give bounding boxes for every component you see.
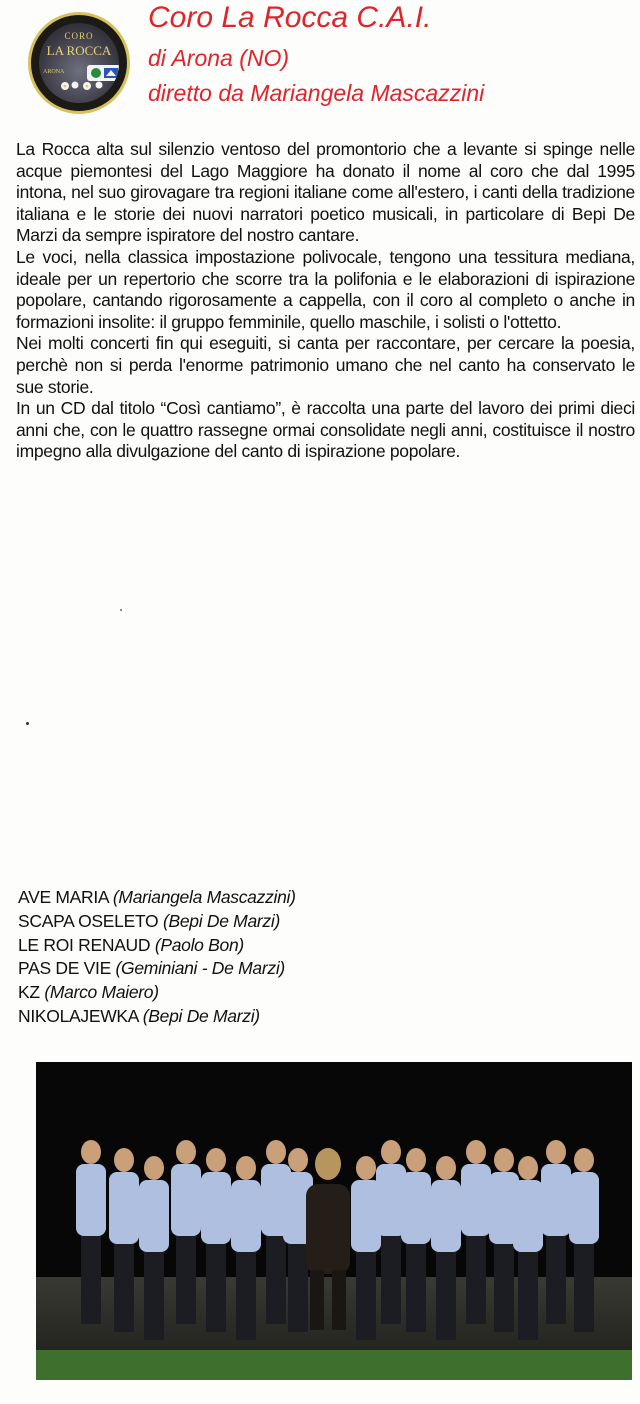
logo-main-text: LA ROCCA <box>46 43 112 58</box>
logo-top-text: CORO <box>64 31 94 41</box>
page-title: Coro La Rocca C.A.I. <box>148 1 432 34</box>
subtitle-location: di Arona (NO) <box>148 45 290 71</box>
paragraph: Nei molti concerti fin qui eseguiti, si canta per raccontare, per cercare la poesia, perchè non si perda l'enorme patrimonio umano che nel canto ha conservato le sue storie. <box>16 333 635 397</box>
program-item <box>18 934 296 958</box>
program-list <box>18 886 296 1029</box>
choir-description <box>16 139 635 463</box>
program-item <box>18 981 296 1005</box>
scan-speck <box>26 722 29 725</box>
song-title: AVE MARIA <box>18 887 109 907</box>
song-title: PAS DE VIE <box>18 958 111 979</box>
program-item <box>18 1005 296 1029</box>
logo-emblem <box>39 23 119 103</box>
scan-speck <box>120 609 122 611</box>
choir-photo <box>36 1062 632 1380</box>
song-title: NIKOLAJEWKA <box>18 1005 139 1026</box>
song-author: (Bepi De Marzi) <box>162 910 280 931</box>
song-author: (Marco Maiero) <box>44 982 159 1003</box>
song-author: (Mariangela Mascazzini) <box>112 887 296 907</box>
paragraph: Le voci, nella classica impostazione polivocale, tengono una tessitura mediana, ideale per un repertorio che scorre tra la polifonia e le elaborazioni di ispirazione popolare, cantando rigorosamente a cappella, con il coro al completo o anche in formazioni insolite: il gruppo femminile, quello maschile, i solisti o l'ottetto. <box>16 246 635 332</box>
song-author: (Paolo Bon) <box>154 934 244 955</box>
choir-logo <box>28 12 130 114</box>
program-item <box>18 957 296 981</box>
logo-side-text: ARONA <box>43 69 65 75</box>
edelweiss-icon <box>59 79 107 93</box>
song-author: (Geminiani - De Marzi) <box>115 958 285 979</box>
song-title: SCAPA OSELETO <box>18 910 159 931</box>
song-author: (Bepi De Marzi) <box>142 1005 260 1026</box>
song-title: KZ <box>18 982 40 1003</box>
choir-photo-illustration <box>36 1062 632 1380</box>
paragraph: In un CD dal titolo “Così cantiamo”, è raccolta una parte del lavoro dei primi dieci anni che, con le quattro rassegne ormai consolidate negli anni, costituisce il nostro impegno alla divulgazione del canto di ispirazione popolare. <box>16 398 635 462</box>
program-item <box>18 886 296 910</box>
song-title: LE ROI RENAUD <box>18 934 151 955</box>
subtitle-director: diretto da Mariangela Mascazzini <box>148 80 485 106</box>
program-item <box>18 910 296 934</box>
paragraph: La Rocca alta sul silenzio ventoso del promontorio che a levante si spinge nelle acque piemontesi del Lago Maggiore ha donato il nome al coro che dal 1995 intona, nel suo girovagare tra regioni italiane come all'estero, i canti della tradizione italiana e le storie dei nuovi narratori poetico musicali, in particolare di Bepi De Marzi da sempre ispiratore del nostro cantare. <box>16 139 635 246</box>
